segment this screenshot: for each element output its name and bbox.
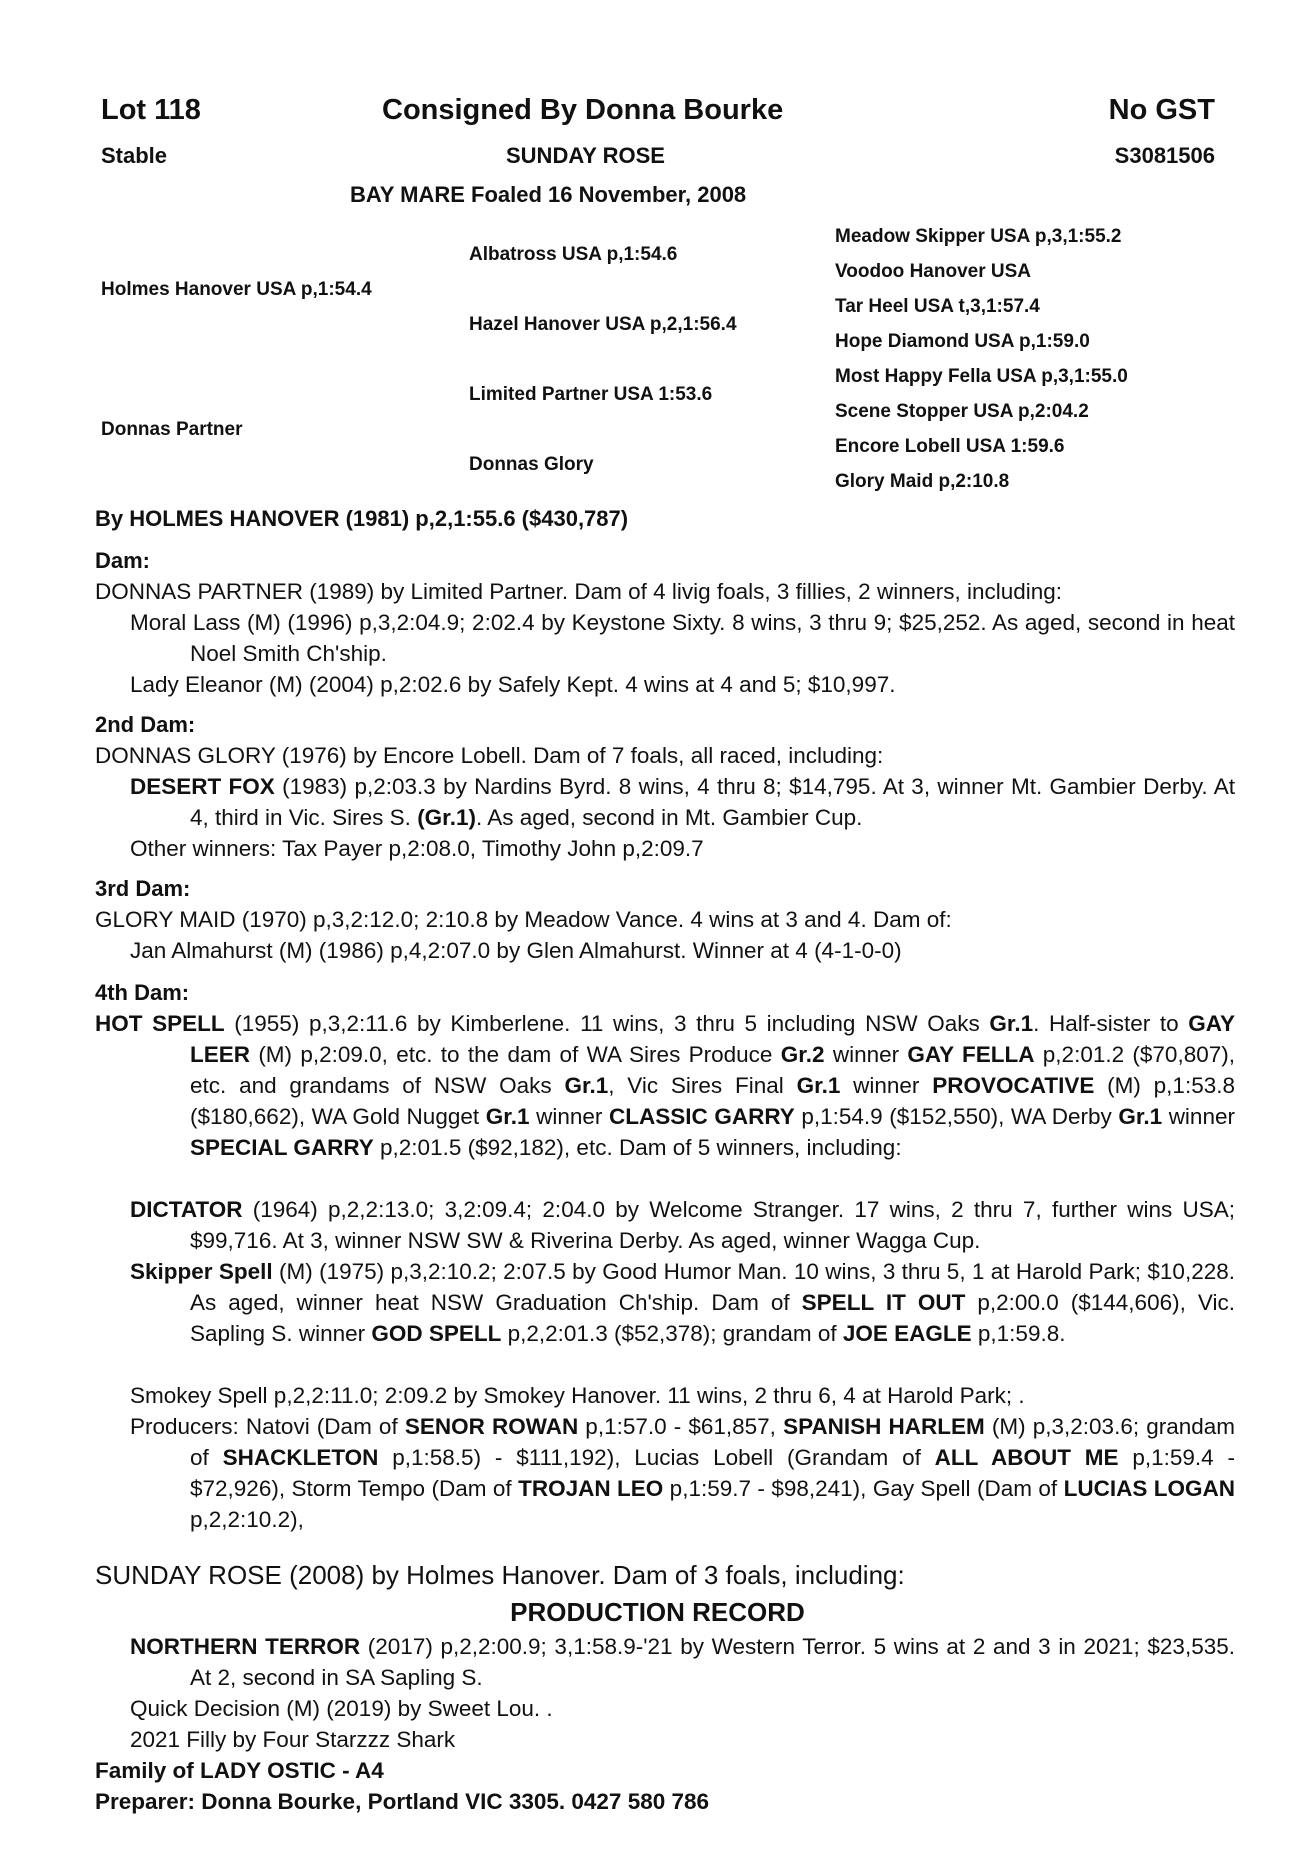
- gst-status: No GST: [1108, 94, 1215, 126]
- production-quick-decision: Quick Decision (M) (2019) by Sweet Lou. .: [130, 1696, 553, 1721]
- consignor: Consigned By Donna Bourke: [382, 94, 784, 126]
- third-dam-progeny-1: Jan Almahurst (M) (1986) p,4,2:07.0 by Glen Almahurst. Winner at 4 (4-1-0-0): [130, 938, 902, 963]
- pedigree-dam-sire: Limited Partner USA 1:53.6: [469, 384, 713, 405]
- pedigree-g1: Meadow Skipper USA p,3,1:55.2: [835, 226, 1122, 247]
- pedigree-g3: Tar Heel USA t,3,1:57.4: [835, 296, 1040, 317]
- pedigree-g5: Most Happy Fella USA p,3,1:55.0: [835, 366, 1128, 387]
- horse-desert-fox: DESERT FOX: [130, 774, 275, 799]
- reference-code: S3081506: [1114, 143, 1215, 168]
- dam-intro: DONNAS PARTNER (1989) by Limited Partner. Dam of 4 livig foals, 3 fillies, 2 winners, including:: [95, 579, 1063, 604]
- pedigree-g4: Hope Diamond USA p,1:59.0: [835, 331, 1090, 352]
- pedigree-g7: Encore Lobell USA 1:59.6: [835, 436, 1065, 457]
- pedigree-g6: Scene Stopper USA p,2:04.2: [835, 401, 1089, 422]
- pedigree-g2: Voodoo Hanover USA: [835, 261, 1031, 282]
- horse-description: BAY MARE Foaled 16 November, 2008: [350, 182, 747, 207]
- production-2021-filly: 2021 Filly by Four Starzzz Shark: [130, 1727, 456, 1752]
- horse-name: SUNDAY ROSE: [506, 143, 665, 168]
- pedigree-sire-sire: Albatross USA p,1:54.6: [469, 244, 678, 265]
- pedigree-sire: Holmes Hanover USA p,1:54.4: [101, 279, 372, 300]
- family-line: Family of LADY OSTIC - A4: [95, 1758, 384, 1783]
- second-dam-other-winners: Other winners: Tax Payer p,2:08.0, Timothy John p,2:09.7: [130, 836, 704, 861]
- production-northern-terror: NORTHERN TERROR (2017) p,2,2:00.9; 3,1:58.9-'21 by Western Terror. 5 wins at 2 and 3 in 2021; $23,535. At 2, second in SA Sapling S.: [130, 1634, 1235, 1690]
- pedigree-g8: Glory Maid p,2:10.8: [835, 471, 1010, 492]
- production-heading: PRODUCTION RECORD: [510, 1597, 805, 1627]
- lot-number: Lot 118: [101, 94, 201, 126]
- fourth-dam-heading: 4th Dam:: [95, 980, 190, 1005]
- third-dam-intro: GLORY MAID (1970) p,3,2:12.0; 2:10.8 by Meadow Vance. 4 wins at 3 and 4. Dam of:: [95, 907, 952, 932]
- fourth-dam-producers: Producers: Natovi (Dam of SENOR ROWAN p,1:57.0 - $61,857, SPANISH HARLEM (M) p,3,2:03.6; grandam of SHACKLETON p,1:58.5) - $111,192), Lucias Lobell (Grandam of ALL ABOUT ME p,1:59.4 - $72,926), Storm Tempo (Dam of TROJAN LEO p,1:59.7 - $98,241), Gay Spell (Dam of LUCIAS LOGAN p,2,2:10.2),: [130, 1414, 1236, 1532]
- preparer-line: Preparer: Donna Bourke, Portland VIC 3305. 0427 580 786: [95, 1789, 710, 1814]
- dam-progeny-2: Lady Eleanor (M) (2004) p,2:02.6 by Safely Kept. 4 wins at 4 and 5; $10,997.: [130, 672, 896, 697]
- dam-progeny-1: Moral Lass (M) (1996) p,3,2:04.9; 2:02.4 by Keystone Sixty. 8 wins, 3 thru 9; $25,252. As aged, second in heat Noel Smith Ch'ship.: [130, 610, 1235, 666]
- pedigree-sire-dam: Hazel Hanover USA p,2,1:56.4: [469, 314, 737, 335]
- second-dam-intro: DONNAS GLORY (1976) by Encore Lobell. Dam of 7 foals, all raced, including:: [95, 743, 884, 768]
- pedigree-dam-dam: Donnas Glory: [469, 454, 594, 475]
- production-intro: SUNDAY ROSE (2008) by Holmes Hanover. Dam of 3 foals, including:: [95, 1560, 905, 1590]
- second-dam-heading: 2nd Dam:: [95, 712, 196, 737]
- second-dam-progeny-1: DESERT FOX (1983) p,2:03.3 by Nardins Byrd. 8 wins, 4 thru 8; $14,795. At 3, winner Mt. Gambier Derby. At 4, third in Vic. Sires S. (Gr.1). As aged, second in Mt. Gambier Cup.: [130, 774, 1235, 830]
- fourth-dam-intro: HOT SPELL (1955) p,3,2:11.6 by Kimberlene. 11 wins, 3 thru 5 including NSW Oaks Gr.1. Half-sister to GAY LEER (M) p,2:09.0, etc. to the dam of WA Sires Produce Gr.2 winner GAY FELLA p,2:01.2 ($70,807), etc. and grandams of NSW Oaks Gr.1, Vic Sires Final Gr.1 winner PROVOCATIVE (M) p,1:53.8 ($180,662), WA Gold Nugget Gr.1 winner CLASSIC GARRY p,1:54.9 ($152,550), WA Derby Gr.1 winner SPECIAL GARRY p,2:01.5 ($92,182), etc. Dam of 5 winners, including:: [95, 1011, 1235, 1160]
- third-dam-heading: 3rd Dam:: [95, 876, 191, 901]
- dam-heading: Dam:: [95, 548, 151, 573]
- fourth-dam-progeny-smokey-spell: Smokey Spell p,2,2:11.0; 2:09.2 by Smokey Hanover. 11 wins, 2 thru 6, 4 at Harold Park; .: [130, 1383, 1025, 1408]
- fourth-dam-progeny-skipper-spell: Skipper Spell (M) (1975) p,3,2:10.2; 2:07.5 by Good Humor Man. 10 wins, 3 thru 5, 1 at Harold Park; $10,228. As aged, winner heat NSW Graduation Ch'ship. Dam of SPELL IT OUT p,2:00.0 ($144,606), Vic. Sapling S. winner GOD SPELL p,2,2:01.3 ($52,378); grandam of JOE EAGLE p,1:59.8.: [130, 1259, 1235, 1346]
- location: Stable: [101, 143, 168, 168]
- sire-line: By HOLMES HANOVER (1981) p,2,1:55.6 ($430,787): [95, 506, 629, 531]
- pedigree-dam: Donnas Partner: [101, 419, 243, 440]
- fourth-dam-progeny-dictator: DICTATOR (1964) p,2,2:13.0; 3,2:09.4; 2:04.0 by Welcome Stranger. 17 wins, 2 thru 7, further wins USA; $99,716. At 3, winner NSW SW & Riverina Derby. As aged, winner Wagga Cup.: [130, 1197, 1235, 1253]
